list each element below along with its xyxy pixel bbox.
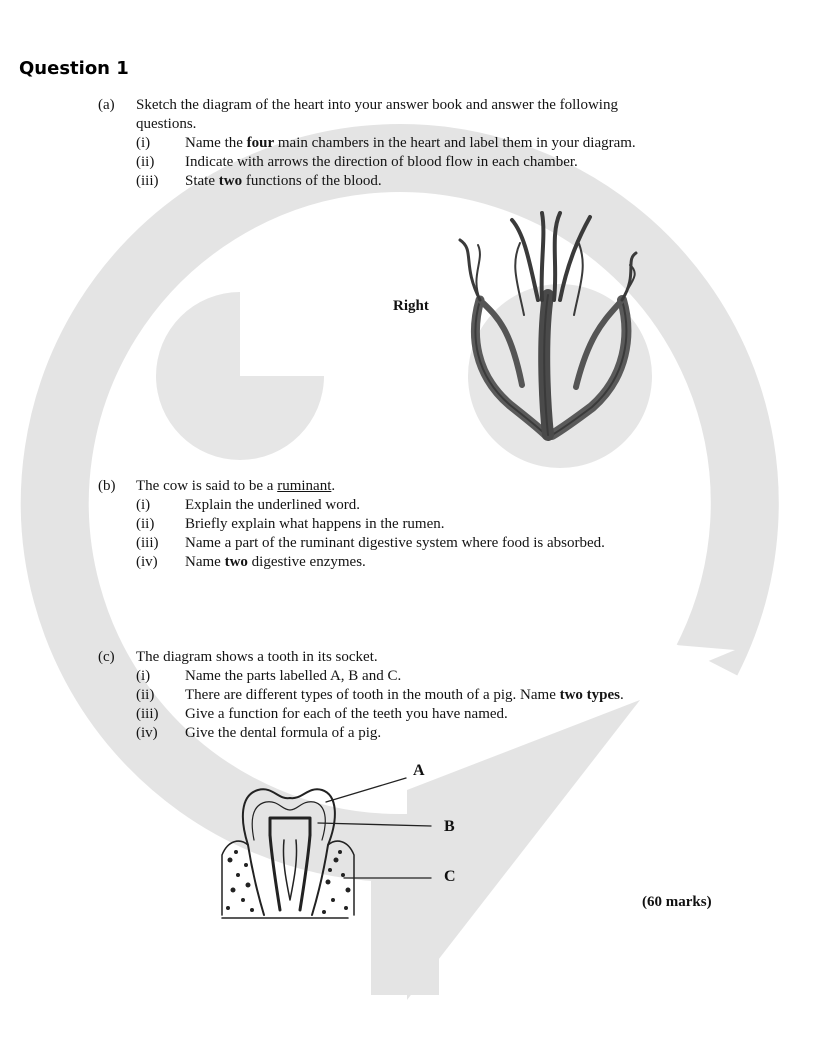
item-text: Give the dental formula of a pig. <box>185 725 382 741</box>
item-text-pre: Name the <box>185 135 247 151</box>
item-text-pre: Name <box>185 554 225 570</box>
part-c-letter: (c) <box>98 649 115 665</box>
item-number: (ii) <box>136 154 155 170</box>
part-a-text-line1: Sketch the diagram of the heart into your answer book and answer the following <box>136 97 618 113</box>
item-number: (ii) <box>136 516 155 532</box>
heart-diagram-label: Right <box>393 298 429 314</box>
tooth-label-b: B <box>444 818 455 835</box>
item-text <box>185 172 382 191</box>
tooth-label-a: A <box>413 762 425 779</box>
item-number: (iii) <box>136 706 159 722</box>
heart-diagram <box>450 205 650 441</box>
total-marks: (60 marks) <box>642 894 712 910</box>
item-text <box>185 134 636 153</box>
item-text-bold: four <box>246 135 275 151</box>
item-text-pre: Indicate with arrows the direction of blood flow in each chamber. <box>185 154 578 170</box>
item-text-bold: two types <box>559 687 621 703</box>
item-text <box>185 553 366 572</box>
part-a-text-line2: questions. <box>136 116 197 132</box>
item-text-post: digestive enzymes. <box>247 554 366 570</box>
item-text: Name a part of the ruminant digestive system where food is absorbed. <box>185 535 605 551</box>
part-c-text: The diagram shows a tooth in its socket. <box>136 649 378 665</box>
item-number: (i) <box>136 135 151 151</box>
item-number: (ii) <box>136 687 155 703</box>
part-b-text-post: . <box>331 478 336 494</box>
part-a-letter: (a) <box>98 97 115 113</box>
item-number: (iii) <box>136 173 159 189</box>
item-text-bold: two <box>218 173 243 189</box>
item-number: (i) <box>136 668 151 684</box>
item-text-post: . <box>620 687 624 703</box>
item-text: Briefly explain what happens in the rumen. <box>185 516 445 532</box>
item-text-pre: State <box>185 173 219 189</box>
tooth-label-c: C <box>444 868 456 885</box>
item-text-bold: two <box>224 554 248 570</box>
item-text <box>185 153 578 172</box>
item-text-post: functions of the blood. <box>242 173 382 189</box>
item-number: (iii) <box>136 535 159 551</box>
part-b-text <box>136 477 335 496</box>
underlined-word: ruminant <box>277 478 332 494</box>
item-text-post: main chambers in the heart and label them in your diagram. <box>274 135 636 151</box>
item-number: (i) <box>136 497 151 513</box>
question-title: Question 1 <box>19 58 129 79</box>
item-text: Give a function for each of the teeth you have named. <box>185 706 508 722</box>
item-text-pre: There are different types of tooth in the mouth of a pig. Name <box>185 687 560 703</box>
item-number: (iv) <box>136 725 158 741</box>
item-number: (iv) <box>136 554 158 570</box>
item-text <box>185 686 624 705</box>
item-text: Explain the underlined word. <box>185 497 360 513</box>
item-text: Name the parts labelled A, B and C. <box>185 668 402 684</box>
part-b-text-pre: The cow is said to be a <box>136 478 278 494</box>
part-b-letter: (b) <box>98 478 116 494</box>
tooth-diagram <box>218 760 468 925</box>
